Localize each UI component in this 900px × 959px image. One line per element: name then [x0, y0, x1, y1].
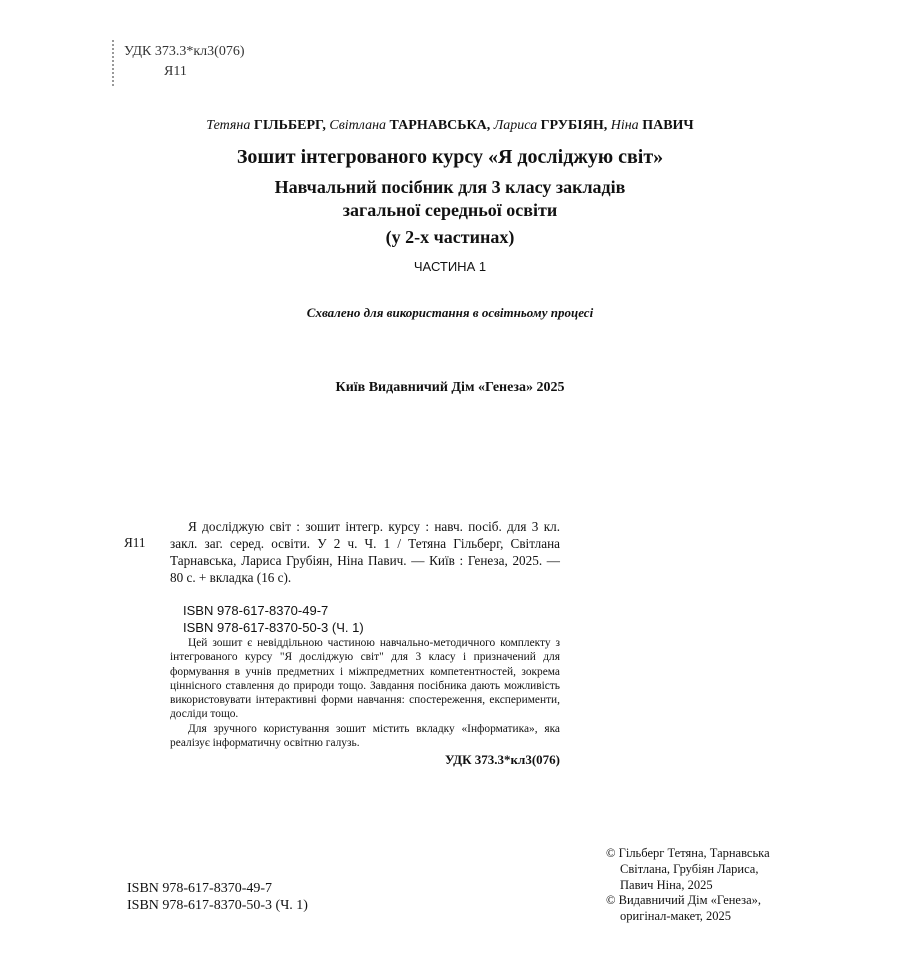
- bibliography-index: Я11: [124, 535, 146, 550]
- author-3-family: ГРУБІЯН,: [540, 118, 608, 133]
- footer-isbn-block: [127, 880, 308, 914]
- bibliography-udk: УДК 373.3*кл3(076): [444, 752, 560, 767]
- author-2-family: ТАРНАВСЬКА,: [389, 118, 491, 133]
- index-header: Я11: [164, 64, 187, 79]
- footer-isbn-2: ISBN 978-617-8370-50-3 (Ч. 1): [127, 898, 308, 913]
- author-3-given: Лариса: [493, 118, 538, 133]
- copyright-publisher-line-1: © Видавничий Дім «Генеза»,: [606, 893, 761, 908]
- footer-isbn-1: ISBN 978-617-8370-49-7: [127, 881, 273, 896]
- dotted-margin-mark: [112, 40, 116, 86]
- copyright-block: [606, 846, 806, 925]
- author-1-given: Тетяна: [206, 118, 251, 133]
- udk-header: УДК 373.3*кл3(076): [124, 44, 245, 59]
- subtitle-line-3: (у 2-х частинах): [385, 227, 515, 247]
- bibliography-entry: [170, 518, 560, 586]
- approval-note: Схвалено для використання в освітньому процесі: [306, 305, 594, 320]
- bibliography-text: Я досліджую світ : зошит інтегр. курсу : навч. посіб. для 3 кл. закл. заг. серед. освіти. У 2 ч. Ч. 1 / Тетяна Гільберг, Світлана Тарнавська, Лариса Грубіян, Ніна Павич. — Київ : Генеза, 2025. — 80 с. + вкладка (16 с).: [170, 519, 560, 585]
- copyright-authors-line-3: Павич Ніна, 2025: [620, 877, 713, 892]
- author-1-family: ГІЛЬБЕРГ,: [253, 118, 326, 133]
- authors-line: [0, 118, 900, 134]
- bibliography-isbn-2: ISBN 978-617-8370-50-3 (Ч. 1): [183, 620, 364, 635]
- book-title: Зошит інтегрованого курсу «Я досліджую світ»: [236, 146, 664, 168]
- author-4-family: ПАВИЧ: [642, 118, 694, 133]
- publisher-line: Київ Видавничий Дім «Генеза» 2025: [335, 380, 565, 395]
- annotation-paragraph-1: Цей зошит є невіддільною частиною навчально-методичного комплекту з інтегрованого курсу "Я досліджую світ" для 3 класу і призначений для формування в учнів предметних і міжпредметних компетентностей, зокрема ціннісного ставлення до природи тощо. Завдання посібника дають можливість використовувати інтерактивні форми навчання: спостереження, експерименти, досліди тощо.: [170, 637, 560, 721]
- part-label: ЧАСТИНА 1: [413, 259, 487, 274]
- copyright-publisher-line-2: оригінал-макет, 2025: [620, 909, 731, 924]
- copyright-authors-line-2: Світлана, Грубіян Лариса,: [620, 861, 759, 876]
- bibliography-isbn-1: ISBN 978-617-8370-49-7: [183, 603, 329, 618]
- subtitle-line-2: загальної середньої освіти: [342, 200, 558, 220]
- author-2-given: Світлана: [329, 118, 387, 133]
- annotation-paragraph-2: Для зручного користування зошит містить вкладку «Інформатика», яка реалізує інформатичну освітню галузь.: [170, 722, 560, 750]
- author-4-given: Ніна: [610, 118, 639, 133]
- copyright-authors-line-1: © Гільберг Тетяна, Тарнавська: [606, 846, 770, 860]
- book-subtitle: [0, 176, 900, 249]
- bibliography-isbn-block: [183, 602, 364, 636]
- annotation: [170, 636, 560, 750]
- subtitle-line-1: Навчальний посібник для 3 класу закладів: [274, 177, 626, 197]
